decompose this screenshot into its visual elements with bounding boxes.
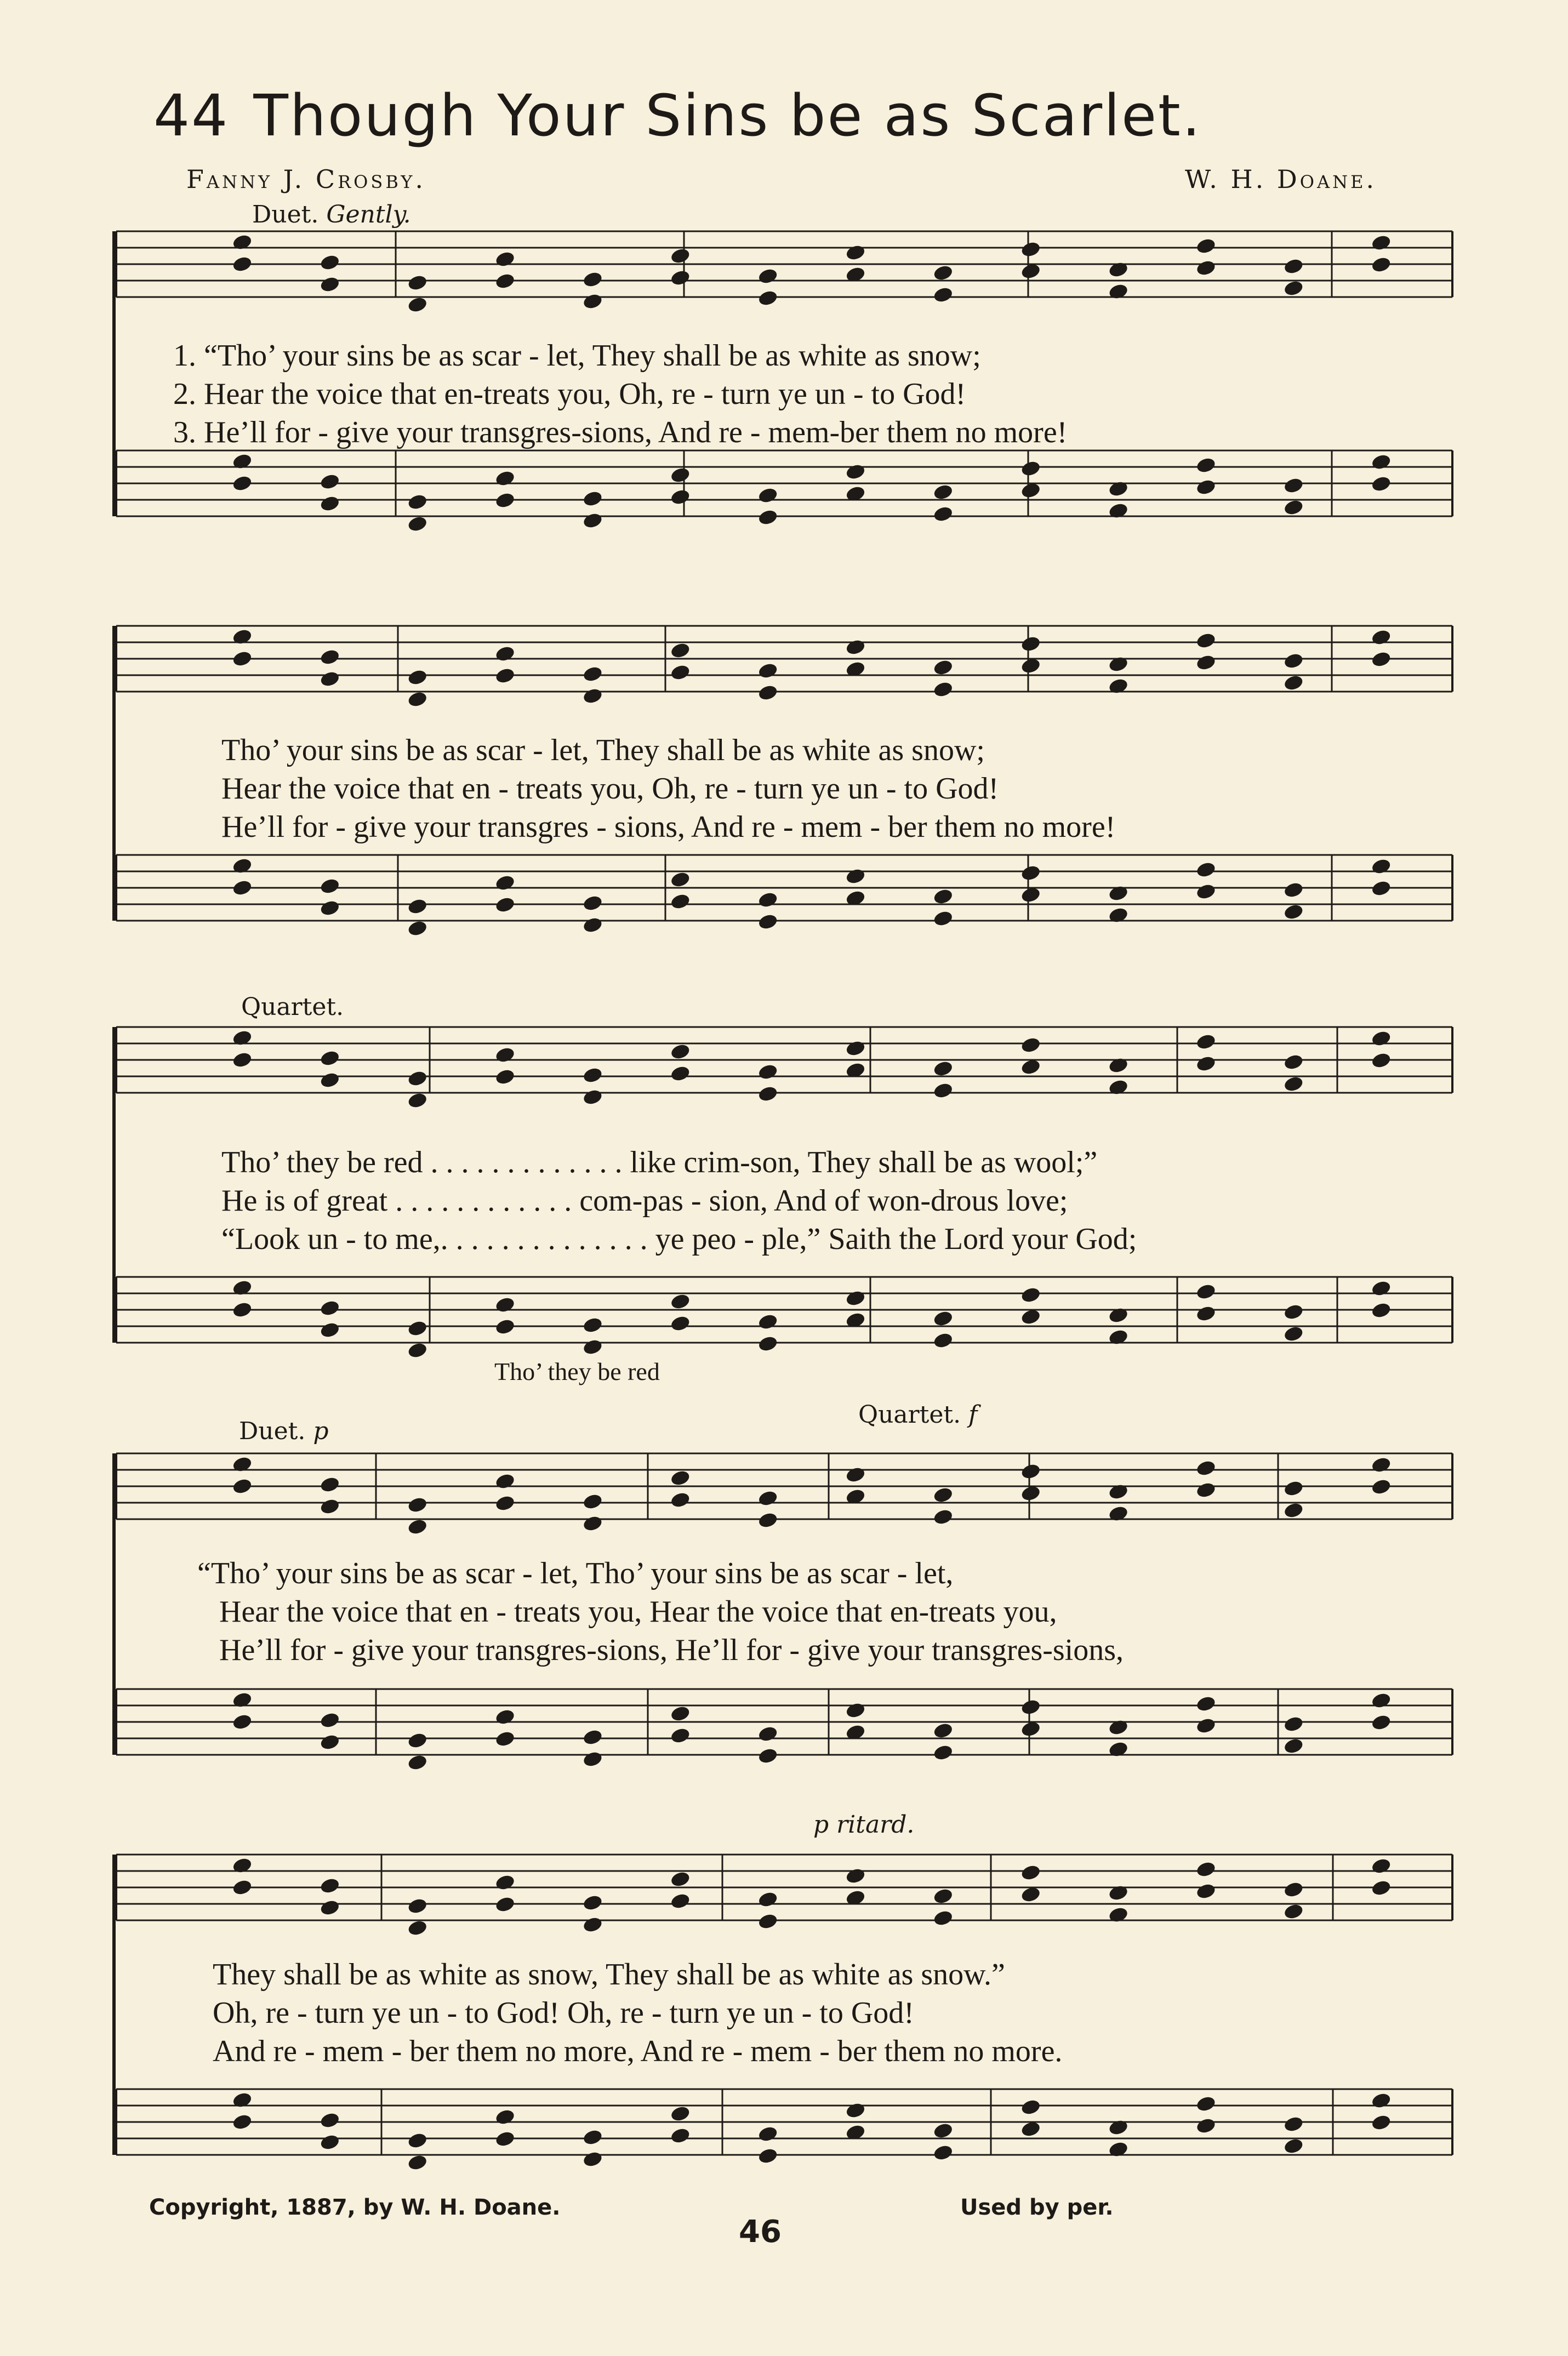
- notehead: [1020, 864, 1041, 882]
- notehead: [1020, 1058, 1041, 1076]
- notehead: [1196, 1695, 1217, 1713]
- notehead: [845, 2102, 866, 2119]
- notehead: [583, 665, 603, 683]
- notehead: [1283, 477, 1304, 494]
- notehead: [495, 2108, 516, 2126]
- notehead: [1020, 460, 1041, 477]
- notehead: [933, 1909, 954, 1927]
- notehead: [583, 894, 603, 912]
- notehead: [1196, 1481, 1217, 1499]
- notehead: [232, 1301, 253, 1319]
- lyric-s2-v3: He’ll for - give your transgres - sions, And re - mem - ber them no more!: [221, 810, 1116, 844]
- notehead: [757, 662, 778, 680]
- direction-duet-label: Duet.: [252, 201, 319, 229]
- notehead: [757, 487, 778, 504]
- notehead: [1283, 1303, 1304, 1321]
- notehead: [583, 1493, 603, 1510]
- notehead: [1283, 1881, 1304, 1898]
- notehead: [845, 244, 866, 261]
- notehead: [407, 669, 428, 686]
- notehead: [1196, 883, 1217, 900]
- notehead: [232, 2113, 253, 2131]
- notehead: [670, 893, 691, 910]
- notehead: [757, 1063, 778, 1081]
- notehead: [1020, 657, 1041, 675]
- notehead: [320, 877, 340, 895]
- notehead: [407, 493, 428, 511]
- lyric-s2-v1: Tho’ your sins be as scar - let, They shall be as white as snow;: [221, 733, 985, 767]
- notehead: [1283, 279, 1304, 297]
- notehead: [757, 1085, 778, 1103]
- notehead: [933, 2144, 954, 2161]
- lyric-s3-v3: “Look un - to me,. . . . . . . . . . . . . . ye peo - ple,” Saith the Lord your God;: [221, 1222, 1137, 1256]
- direction-dynamic-p: p: [313, 1417, 329, 1445]
- notehead: [407, 2154, 428, 2171]
- notehead: [933, 286, 954, 304]
- notehead: [320, 473, 340, 490]
- lyric-s5-v2: Oh, re - turn ye un - to God! Oh, re - turn ye un - to God!: [213, 1996, 914, 2030]
- notehead: [495, 250, 516, 268]
- notehead: [670, 1892, 691, 1910]
- notehead: [407, 1070, 428, 1087]
- notehead: [933, 888, 954, 905]
- notehead: [407, 1496, 428, 1514]
- notehead: [1020, 241, 1041, 258]
- notehead: [933, 2122, 954, 2140]
- notehead: [1196, 1305, 1217, 1322]
- notehead: [757, 1313, 778, 1331]
- notehead: [1283, 2137, 1304, 2155]
- notehead: [1371, 858, 1392, 875]
- notehead: [1196, 2117, 1217, 2135]
- notehead: [320, 1071, 340, 1089]
- notehead: [757, 891, 778, 909]
- notehead: [757, 1335, 778, 1353]
- lyric-s4-v3: He’ll for - give your transgres-sions, He’ll for - give your transgres-sions,: [219, 1633, 1124, 1667]
- hymn-composer: W. H. Doane.: [1185, 164, 1377, 194]
- notehead: [670, 871, 691, 888]
- notehead: [1371, 1714, 1392, 1731]
- notehead: [933, 659, 954, 676]
- notehead: [407, 920, 428, 937]
- notehead: [1020, 1698, 1041, 1716]
- notehead: [320, 1899, 340, 1916]
- notehead: [583, 916, 603, 934]
- notehead: [757, 913, 778, 931]
- notehead: [232, 1713, 253, 1731]
- notehead: [757, 2125, 778, 2143]
- notehead: [670, 247, 691, 265]
- notehead: [1283, 1715, 1304, 1733]
- notehead: [1020, 635, 1041, 653]
- direction-duet-label-4: Duet.: [239, 1417, 306, 1445]
- notehead: [1020, 1463, 1041, 1480]
- direction-quartet-label-4: Quartet.: [858, 1401, 961, 1429]
- notehead: [1371, 2092, 1392, 2109]
- notehead: [407, 274, 428, 292]
- notehead: [407, 1732, 428, 1749]
- notehead: [670, 1870, 691, 1888]
- notehead: [933, 505, 954, 523]
- notehead: [670, 1043, 691, 1060]
- notehead: [1371, 453, 1392, 471]
- notehead: [757, 1913, 778, 1930]
- notehead: [232, 1879, 253, 1896]
- notehead: [232, 650, 253, 668]
- notehead: [1283, 652, 1304, 670]
- notehead: [670, 2127, 691, 2144]
- notehead: [495, 896, 516, 914]
- notehead: [320, 1733, 340, 1751]
- notehead: [757, 267, 778, 285]
- notehead: [1283, 1053, 1304, 1071]
- notehead: [1196, 1717, 1217, 1735]
- notehead: [407, 1897, 428, 1915]
- notehead: [1020, 1485, 1041, 1502]
- lyric-s1-v1: 1. “Tho’ your sins be as scar - let, They shall be as white as snow;: [173, 339, 981, 373]
- notehead: [1371, 1030, 1392, 1047]
- notehead: [670, 466, 691, 484]
- notehead: [232, 1478, 253, 1495]
- lyric-s5-v3: And re - mem - ber them no more, And re - mem - ber them no more.: [213, 2034, 1063, 2068]
- lyric-s3-v1: Tho’ they be red . . . . . . . . . . . . . like crim-son, They shall be as wool;”: [221, 1145, 1098, 1179]
- notehead: [583, 1088, 603, 1106]
- notehead: [495, 874, 516, 892]
- notehead: [1020, 1036, 1041, 1054]
- hymn-title-text: Though Your Sins be as Scarlet.: [253, 82, 1202, 149]
- notehead: [320, 1498, 340, 1515]
- notehead: [1020, 1308, 1041, 1326]
- notehead: [933, 1060, 954, 1077]
- notehead: [583, 1316, 603, 1334]
- notehead: [1283, 2115, 1304, 2133]
- page-number: 46: [739, 2214, 782, 2250]
- notehead: [757, 1891, 778, 1908]
- notehead: [407, 1092, 428, 1109]
- notehead: [1020, 1720, 1041, 1738]
- notehead: [495, 1068, 516, 1086]
- notehead: [670, 2105, 691, 2123]
- notehead: [1283, 1502, 1304, 1519]
- notehead: [670, 1469, 691, 1487]
- notehead: [757, 1747, 778, 1765]
- copyright-notice: Copyright, 1887, by W. H. Doane.: [149, 2195, 561, 2220]
- notehead: [232, 255, 253, 273]
- notehead: [1371, 475, 1392, 493]
- notehead: [1371, 1478, 1392, 1496]
- notehead: [1371, 2114, 1392, 2131]
- notehead: [407, 1518, 428, 1536]
- notehead: [1283, 1737, 1304, 1755]
- notehead: [583, 512, 603, 529]
- notehead: [583, 490, 603, 507]
- notehead: [670, 1705, 691, 1722]
- notehead: [583, 1338, 603, 1356]
- notehead: [1283, 881, 1304, 899]
- notehead: [670, 1065, 691, 1082]
- notehead: [320, 1299, 340, 1317]
- notehead: [1196, 237, 1217, 255]
- notehead: [1196, 1861, 1217, 1878]
- direction-quartet-3: Quartet.: [241, 993, 344, 1021]
- notehead: [495, 1046, 516, 1064]
- notehead: [670, 1727, 691, 1744]
- notehead: [583, 1729, 603, 1746]
- notehead: [1371, 1052, 1392, 1069]
- notehead: [1283, 1903, 1304, 1920]
- notehead: [320, 276, 340, 293]
- notehead: [1020, 1864, 1041, 1881]
- notehead: [1196, 1033, 1217, 1051]
- notehead: [495, 272, 516, 290]
- lyric-s3-v2: He is of great . . . . . . . . . . . . com-pas - sion, And of won-drous love;: [221, 1184, 1068, 1218]
- notehead: [933, 1332, 954, 1349]
- notehead: [407, 1320, 428, 1337]
- notehead: [495, 645, 516, 663]
- notehead: [320, 2133, 340, 2151]
- notehead: [933, 1082, 954, 1099]
- notehead: [1020, 1286, 1041, 1304]
- notehead: [495, 1473, 516, 1490]
- notehead: [757, 1725, 778, 1743]
- notehead: [495, 1730, 516, 1748]
- notehead: [757, 1511, 778, 1529]
- notehead: [583, 293, 603, 310]
- notehead: [583, 2129, 603, 2146]
- notehead: [1196, 1055, 1217, 1073]
- notehead: [407, 1342, 428, 1359]
- notehead: [583, 2150, 603, 2168]
- notehead: [1020, 1886, 1041, 1903]
- direction-tempo: Gently.: [326, 201, 411, 229]
- notehead: [320, 1877, 340, 1895]
- notehead: [1283, 1075, 1304, 1093]
- notehead: [407, 296, 428, 313]
- notehead: [1196, 457, 1217, 474]
- notehead: [933, 1486, 954, 1504]
- notehead: [933, 1744, 954, 1761]
- hymn-author: Fanny J. Crosby.: [186, 164, 426, 194]
- notehead: [670, 1315, 691, 1332]
- notehead: [583, 1750, 603, 1768]
- notehead: [320, 899, 340, 917]
- notehead: [320, 1321, 340, 1339]
- notehead: [320, 1476, 340, 1493]
- hymn-number: 44: [153, 82, 230, 149]
- notehead: [407, 1919, 428, 1937]
- notehead: [933, 1508, 954, 1526]
- tenor-lyric-s3: Tho’ they be red: [494, 1357, 660, 1385]
- lyric-s4-v2: Hear the voice that en - treats you, Hear the voice that en-treats you,: [219, 1595, 1057, 1629]
- lyric-s5-v1: They shall be as white as snow, They shall be as white as snow.”: [213, 1958, 1005, 1992]
- notehead: [1196, 1283, 1217, 1300]
- notehead: [1020, 886, 1041, 904]
- notehead: [845, 1702, 866, 1719]
- notehead: [933, 483, 954, 501]
- notehead: [495, 2130, 516, 2148]
- notehead: [320, 648, 340, 666]
- notehead: [1371, 880, 1392, 897]
- notehead: [845, 638, 866, 656]
- notehead: [320, 254, 340, 271]
- notehead: [757, 289, 778, 307]
- notehead: [933, 1887, 954, 1905]
- notehead: [1196, 632, 1217, 649]
- notehead: [495, 1296, 516, 1314]
- notehead: [407, 515, 428, 533]
- notehead: [1371, 651, 1392, 668]
- notehead: [583, 1894, 603, 1912]
- notehead: [845, 868, 866, 885]
- notehead: [757, 509, 778, 526]
- notehead: [1371, 234, 1392, 252]
- notehead: [495, 492, 516, 509]
- notehead: [1371, 1879, 1392, 1897]
- notehead: [1020, 2098, 1041, 2116]
- notehead: [583, 271, 603, 288]
- notehead: [1283, 1480, 1304, 1497]
- notehead: [670, 664, 691, 681]
- lyric-s1-v2: 2. Hear the voice that en-treats you, Oh, re - turn ye un - to God!: [173, 377, 966, 411]
- lyric-s1-v3: 3. He’ll for - give your transgres-sions, And re - mem-ber them no more!: [173, 415, 1068, 449]
- notehead: [670, 488, 691, 506]
- notehead: [933, 681, 954, 698]
- notehead: [495, 1874, 516, 1891]
- notehead: [933, 264, 954, 282]
- notehead: [757, 1490, 778, 1507]
- notehead: [232, 1051, 253, 1069]
- notehead: [845, 463, 866, 481]
- notehead: [495, 1318, 516, 1336]
- notehead: [1196, 1882, 1217, 1900]
- notehead: [1196, 861, 1217, 878]
- notehead: [1371, 629, 1392, 646]
- notehead: [583, 687, 603, 705]
- notehead: [845, 1290, 866, 1307]
- notehead: [1283, 674, 1304, 692]
- notehead: [495, 1896, 516, 1913]
- notehead: [495, 470, 516, 487]
- notehead: [407, 2132, 428, 2149]
- notehead: [495, 667, 516, 684]
- notehead: [1283, 1325, 1304, 1343]
- notehead: [1283, 258, 1304, 275]
- notehead: [670, 1491, 691, 1509]
- notehead: [320, 1712, 340, 1729]
- notehead: [583, 1916, 603, 1933]
- notehead: [495, 1494, 516, 1512]
- notehead: [583, 1066, 603, 1084]
- notehead: [670, 642, 691, 659]
- notehead: [1196, 478, 1217, 496]
- notehead: [1020, 482, 1041, 499]
- notehead: [1371, 1280, 1392, 1297]
- notehead: [933, 1310, 954, 1327]
- notehead: [670, 1293, 691, 1310]
- notehead: [1371, 256, 1392, 273]
- notehead: [933, 910, 954, 927]
- notehead: [1371, 1302, 1392, 1319]
- lyric-s2-v2: Hear the voice that en - treats you, Oh, re - turn ye un - to God!: [221, 772, 999, 806]
- notehead: [232, 879, 253, 897]
- notehead: [845, 1466, 866, 1484]
- notehead: [1371, 1692, 1392, 1709]
- notehead: [1371, 1857, 1392, 1875]
- permission-notice: Used by per.: [960, 2195, 1114, 2220]
- notehead: [1196, 2095, 1217, 2113]
- notehead: [407, 1754, 428, 1771]
- notehead: [1196, 654, 1217, 671]
- notehead: [845, 1867, 866, 1885]
- notehead: [407, 898, 428, 915]
- direction-dynamic-f: f: [968, 1401, 978, 1429]
- lyric-s4-v1: “Tho’ your sins be as scar - let, Tho’ your sins be as scar - let,: [197, 1556, 954, 1590]
- notehead: [757, 2147, 778, 2165]
- notehead: [320, 670, 340, 688]
- notehead: [1196, 1459, 1217, 1477]
- notehead: [232, 475, 253, 492]
- notehead: [495, 1708, 516, 1726]
- notehead: [1371, 1456, 1392, 1474]
- direction-ritard: p ritard.: [813, 1811, 915, 1839]
- notehead: [1196, 259, 1217, 277]
- notehead: [1020, 263, 1041, 280]
- notehead: [407, 691, 428, 708]
- notehead: [933, 1722, 954, 1739]
- notehead: [1283, 499, 1304, 516]
- notehead: [1020, 2120, 1041, 2138]
- notehead: [320, 1049, 340, 1067]
- notehead: [320, 495, 340, 512]
- notehead: [320, 2112, 340, 2129]
- notehead: [1283, 903, 1304, 921]
- notehead: [670, 269, 691, 287]
- notehead: [845, 1040, 866, 1057]
- notehead: [583, 1515, 603, 1532]
- notehead: [757, 684, 778, 701]
